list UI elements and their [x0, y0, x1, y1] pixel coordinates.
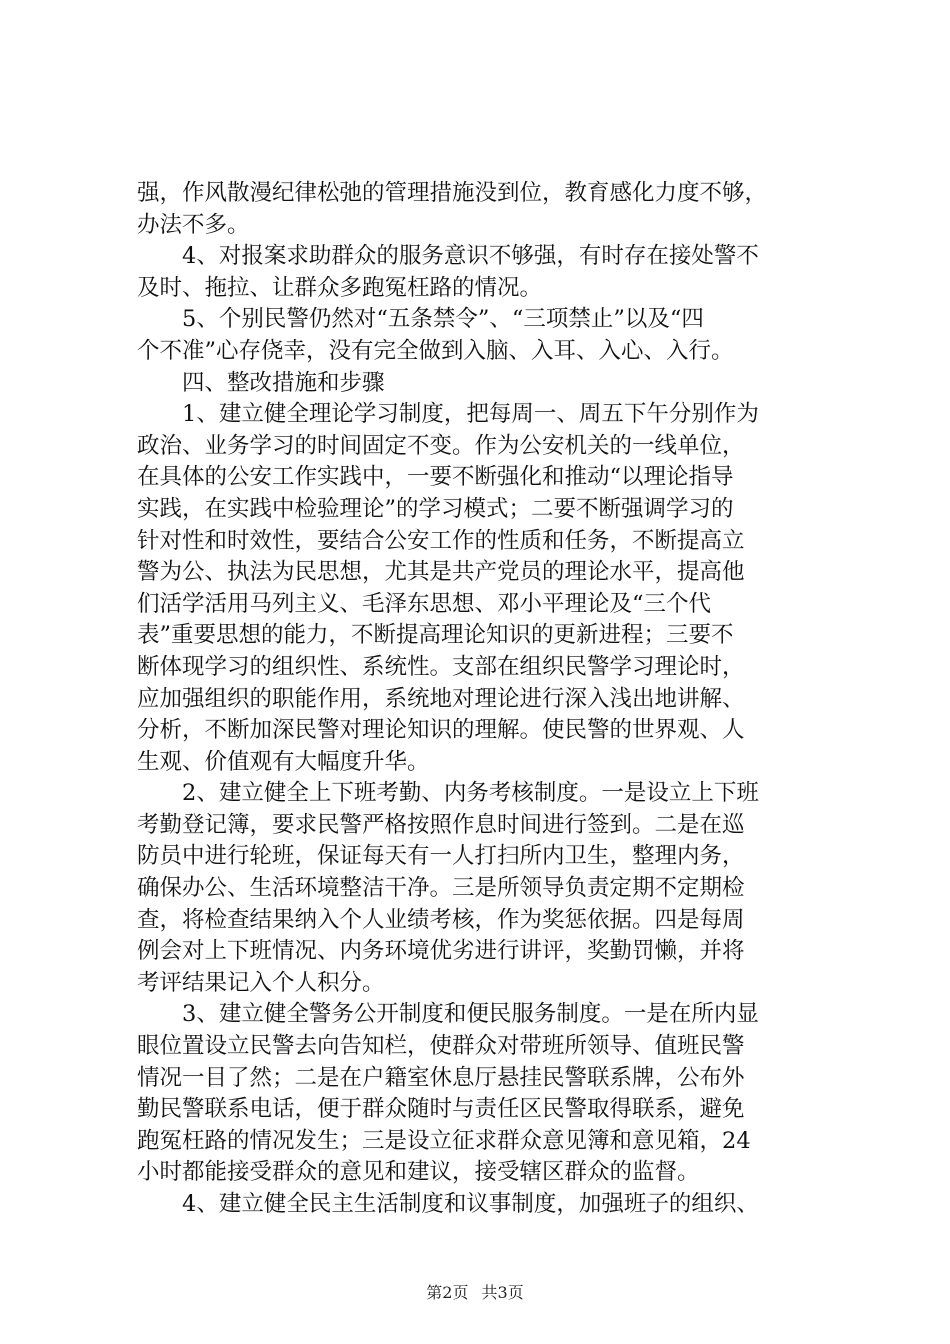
text-line: 及时、拖拉、让群众多跑冤枉路的情况。 [137, 274, 543, 301]
text-line: 跑冤枉路的情况发生；三是设立征求群众意见簿和意见箱，24 [137, 1127, 751, 1154]
text-line: 4、建立健全民主生活制度和议事制度，加强班子的组织、 [182, 1191, 759, 1217]
text-line: 在具体的公安工作实践中，一要不断强化和推动“以理论指导 [137, 464, 734, 491]
text-line: 2、建立健全上下班考勤、内务考核制度。一是设立上下班 [182, 780, 759, 807]
text-line: 针对性和时效性，要结合公安工作的性质和任务，不断提高立 [137, 527, 745, 554]
text-line: 例会对上下班情况、内务环境优劣进行讲评，奖勤罚懒，并将 [137, 938, 745, 965]
text-line: 小时都能接受群众的意见和建议，接受辖区群众的监督。 [137, 1159, 700, 1186]
text-line: 们活学活用马列主义、毛泽东思想、邓小平理论及“三个代 [137, 590, 712, 617]
text-line: 防员中进行轮班，保证每天有一人打扫所内卫生，整理内务， [137, 843, 745, 870]
text-line: 断体现学习的组织性、系统性。支部在组织民警学习理论时， [137, 653, 745, 680]
text-line: 个不准”心存侥幸，没有完全做到入脑、入耳、入心、入行。 [137, 337, 734, 364]
text-line: 生观、价值观有大幅度升华。 [137, 748, 430, 775]
text-line: 强，作风散漫纪律松弛的管理措施没到位，教育感化力度不够， [137, 180, 768, 206]
text-line: 四、整改措施和步骤 [182, 369, 385, 396]
text-line: 警为公、执法为民思想，尤其是共产党员的理论水平，提高他 [137, 559, 745, 586]
text-line: 4、对报案求助群众的服务意识不够强，有时存在接处警不 [182, 243, 759, 270]
document-body [137, 178, 837, 1221]
page-footer [0, 1280, 950, 1303]
text-line: 考评结果记入个人积分。 [137, 969, 385, 996]
text-line: 分析，不断加深民警对理论知识的理解。使民警的世界观、人 [137, 717, 745, 744]
text-line: 实践，在实践中检验理论”的学习模式；二要不断强调学习的 [137, 495, 734, 522]
text-line: 3、建立健全警务公开制度和便民服务制度。一是在所内显 [182, 1001, 759, 1028]
text-line: 应加强组织的职能作用，系统地对理论进行深入浅出地讲解、 [137, 685, 745, 712]
text-line: 勤民警联系电话，便于群众随时与责任区民警取得联系，避免 [137, 1096, 745, 1123]
text-line: 考勤登记簿，要求民警严格按照作息时间进行签到。二是在巡 [137, 811, 745, 838]
text-line: 5、个别民警仍然对“五条禁令”、“三项禁止”以及“四 [182, 306, 704, 333]
text-line: 确保办公、生活环境整洁干净。三是所领导负责定期不定期检 [137, 875, 745, 902]
text-line: 办法不多。 [137, 211, 250, 238]
text-line: 查，将检查结果纳入个人业绩考核，作为奖惩依据。四是每周 [137, 906, 745, 933]
text-line: 情况一目了然；二是在户籍室休息厅悬挂民警联系牌，公布外 [137, 1064, 745, 1091]
page-total: 共3页 [481, 1283, 524, 1302]
text-line: 政治、业务学习的时间固定不变。作为公安机关的一线单位， [137, 432, 745, 459]
page-number: 第2页 [426, 1283, 469, 1302]
text-line: 1、建立健全理论学习制度，把每周一、周五下午分别作为 [182, 401, 759, 428]
text-line: 表”重要思想的能力，不断提高理论知识的更新进程；三要不 [137, 622, 734, 649]
text-line: 眼位置设立民警去向告知栏，使群众对带班所领导、值班民警 [137, 1033, 745, 1060]
